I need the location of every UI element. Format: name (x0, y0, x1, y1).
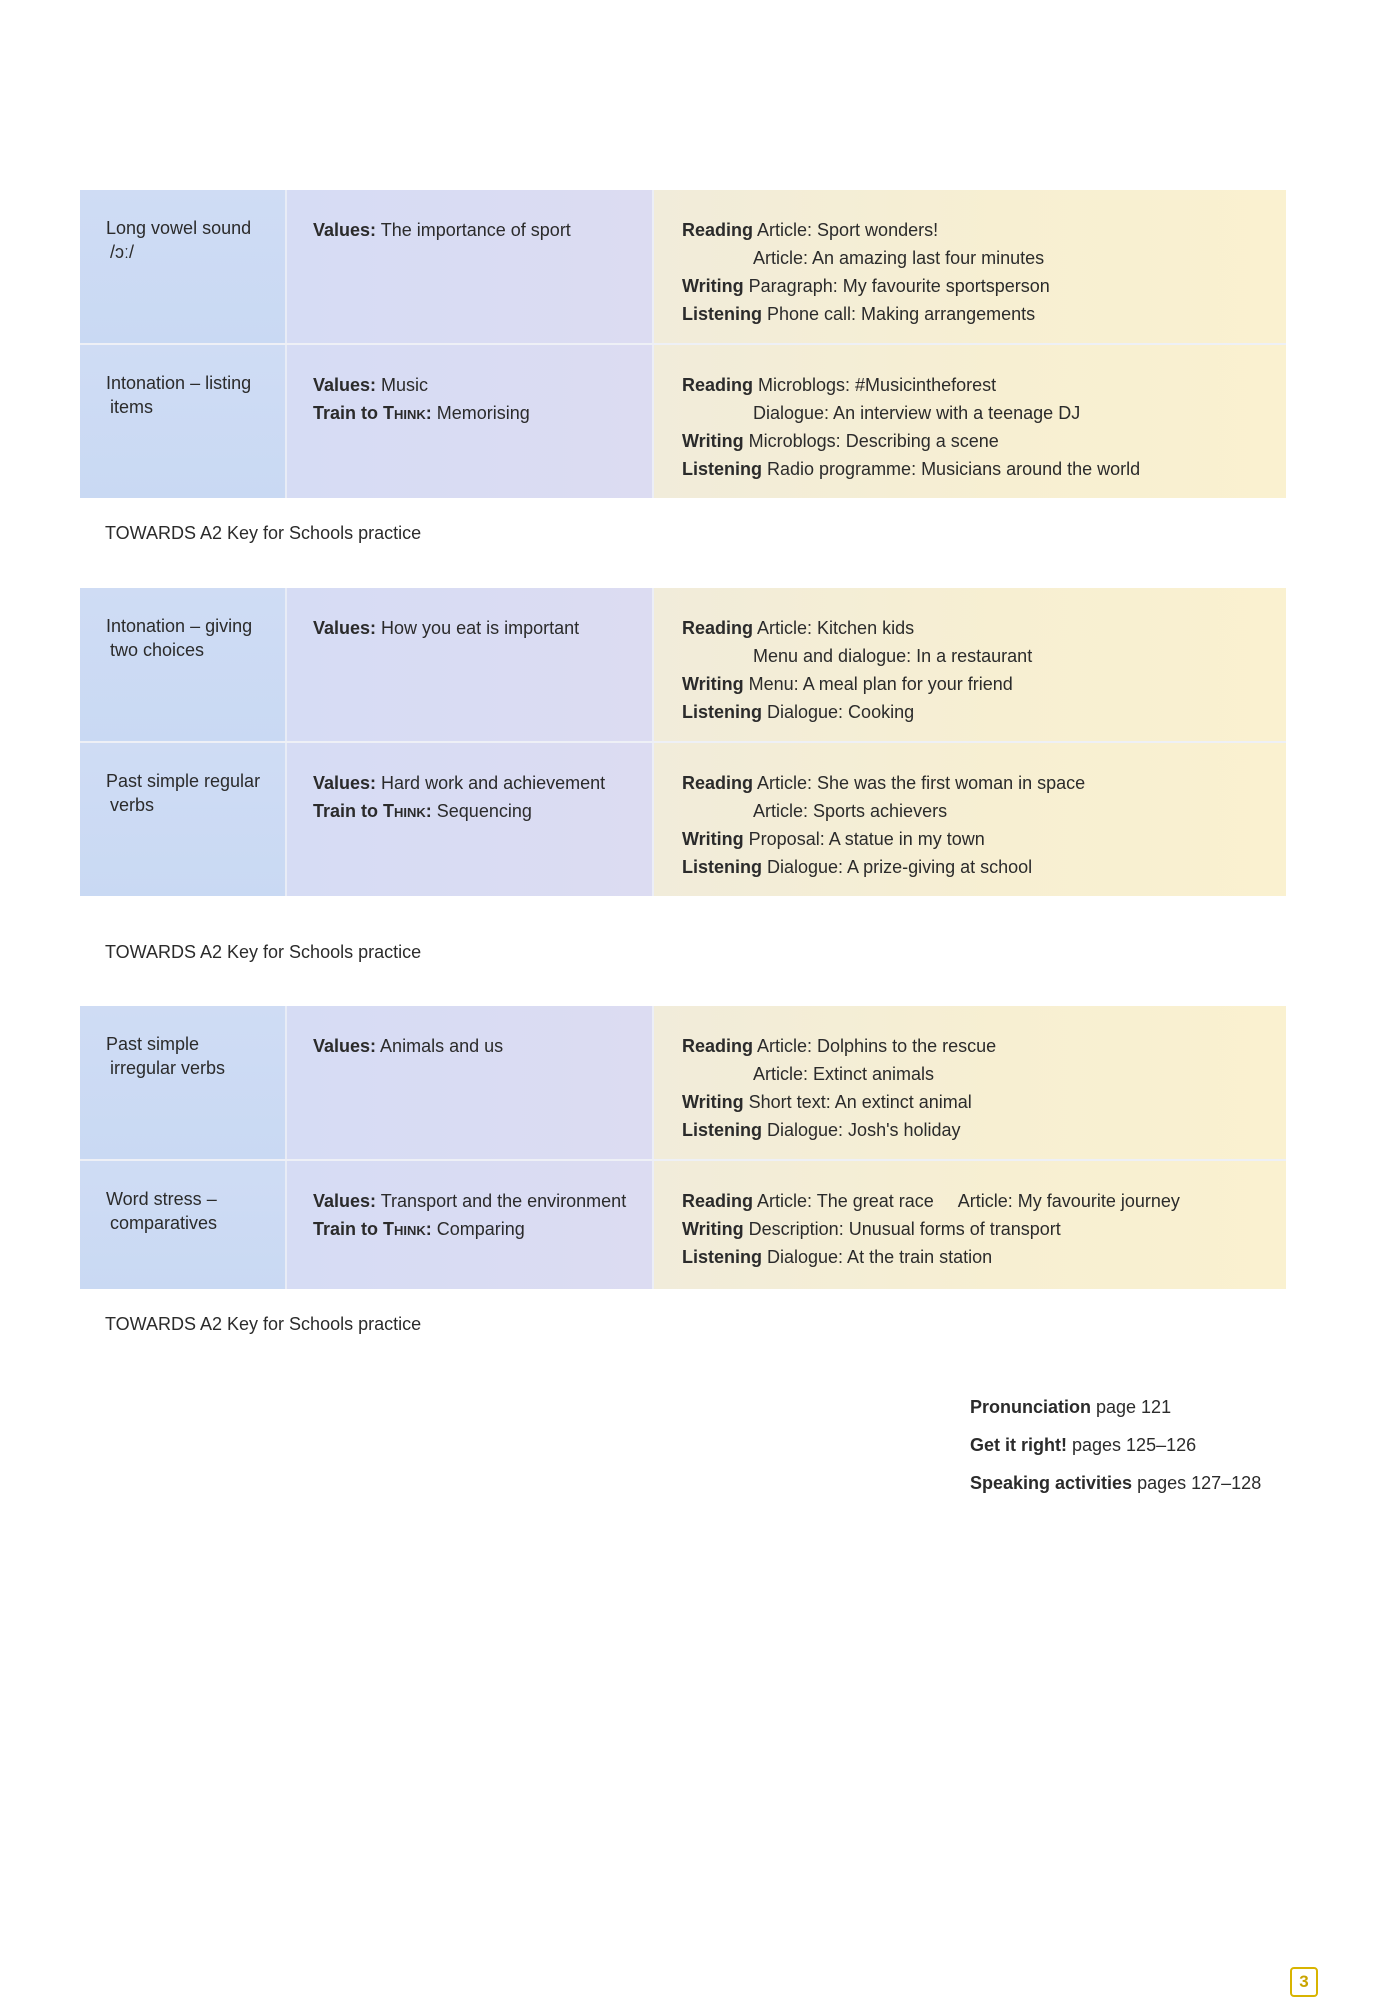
pronunciation-line: Past simple regular (106, 771, 261, 791)
skill-text: Article: Sports achievers (753, 801, 948, 821)
values-label: Values: (313, 1191, 377, 1211)
reference-line (970, 1464, 1261, 1502)
skill-text: Article: An amazing last four minutes (753, 248, 1045, 268)
values-cell (287, 1161, 654, 1289)
values-cell (287, 588, 654, 741)
skill-text: Article: Extinct animals (753, 1064, 935, 1084)
skill-label: Listening (682, 702, 762, 722)
towards-practice: TOWARDS A2 Key for Schools practice (105, 942, 422, 962)
skill-label: Listening (682, 857, 762, 877)
skill-label: Writing (682, 276, 744, 296)
reference-text: pages 125–126 (1067, 1435, 1197, 1455)
think-text: Sequencing (431, 801, 532, 821)
skill-text: Article: Sport wonders! (753, 220, 939, 240)
think-label-sc: Think: (383, 403, 432, 423)
reference-text: page 121 (1091, 1397, 1172, 1417)
unit-block-3 (80, 1006, 1286, 1289)
table-row (80, 190, 1286, 345)
values-text: How you eat is important (376, 618, 580, 638)
pronunciation-cell (80, 588, 287, 741)
pronunciation-cell (80, 1006, 287, 1159)
skill-text: Paragraph: My favourite sportsperson (743, 276, 1050, 296)
skill-text: Article: She was the first woman in space (753, 773, 1086, 793)
skills-cell (654, 1161, 1286, 1289)
values-text: The importance of sport (376, 220, 571, 240)
skills-cell (654, 743, 1286, 896)
values-label: Values: (313, 618, 377, 638)
pronunciation-line: irregular verbs (110, 1058, 226, 1078)
table-row (80, 1006, 1286, 1161)
page-number: 3 (1290, 1967, 1318, 1997)
skill-text: Phone call: Making arrangements (762, 304, 1036, 324)
think-label-sc: Think: (383, 1219, 432, 1239)
values-text: Animals and us (376, 1036, 504, 1056)
pronunciation-cell (80, 743, 287, 896)
values-text: Hard work and achievement (376, 773, 606, 793)
pronunciation-cell (80, 1161, 287, 1289)
think-label-sc: Think: (383, 801, 432, 821)
values-cell (287, 190, 654, 343)
values-cell (287, 1006, 654, 1159)
pronunciation-line: Word stress – (106, 1189, 217, 1209)
skill-label: Reading (682, 1191, 754, 1211)
values-cell (287, 743, 654, 896)
values-label: Values: (313, 1036, 377, 1056)
unit-block-2 (80, 588, 1286, 896)
pronunciation-line: Intonation – listing (106, 373, 252, 393)
towards-practice: TOWARDS A2 Key for Schools practice (105, 523, 422, 543)
skill-label: Writing (682, 1219, 744, 1239)
skill-label: Reading (682, 1036, 754, 1056)
skill-text: Short text: An extinct animal (743, 1092, 972, 1112)
skill-label: Reading (682, 220, 754, 240)
skill-label: Listening (682, 304, 762, 324)
skill-text: Proposal: A statue in my town (743, 829, 985, 849)
skill-label: Writing (682, 829, 744, 849)
think-label: Train to (313, 1219, 384, 1239)
skill-text: Menu: A meal plan for your friend (743, 674, 1013, 694)
pronunciation-cell (80, 345, 287, 498)
pronunciation-line: Long vowel sound (106, 218, 252, 238)
pronunciation-line: Past simple (106, 1034, 200, 1054)
values-cell (287, 345, 654, 498)
reference-label: Get it right! (970, 1435, 1067, 1455)
skill-text: Dialogue: Josh's holiday (762, 1120, 961, 1140)
unit-block-1 (80, 190, 1286, 498)
think-text: Comparing (431, 1219, 525, 1239)
reference-label: Pronunciation (970, 1397, 1091, 1417)
skill-label: Reading (682, 375, 754, 395)
table-row (80, 588, 1286, 743)
page-references (970, 1388, 1261, 1502)
pronunciation-line: verbs (110, 795, 155, 815)
reference-line (970, 1426, 1261, 1464)
skill-text: Radio programme: Musicians around the world (762, 459, 1141, 479)
skill-text: Microblogs: #Musicintheforest (753, 375, 997, 395)
skill-text: Article: Kitchen kids (753, 618, 915, 638)
values-text: Music (376, 375, 429, 395)
skill-label: Listening (682, 1120, 762, 1140)
skills-cell (654, 345, 1286, 498)
pronunciation-line: comparatives (110, 1213, 218, 1233)
table-row (80, 743, 1286, 896)
skill-text: Dialogue: A prize-giving at school (762, 857, 1033, 877)
pronunciation-line: /ɔː/ (110, 242, 135, 262)
skill-text: Description: Unusual forms of transport (743, 1219, 1061, 1239)
skill-text: Dialogue: Cooking (762, 702, 915, 722)
towards-practice: TOWARDS A2 Key for Schools practice (105, 1314, 422, 1334)
skill-label: Listening (682, 459, 762, 479)
think-label: Train to (313, 801, 384, 821)
skill-text: Menu and dialogue: In a restaurant (753, 646, 1033, 666)
skill-text: Article: Dolphins to the rescue (753, 1036, 997, 1056)
values-label: Values: (313, 220, 377, 240)
skill-text: Dialogue: At the train station (762, 1247, 993, 1267)
skill-text: Article: The great race Article: My favourite journey (753, 1191, 1180, 1211)
table-row (80, 345, 1286, 498)
reference-text: pages 127–128 (1132, 1473, 1262, 1493)
skill-label: Reading (682, 773, 754, 793)
pronunciation-line: Intonation – giving (106, 616, 253, 636)
skill-label: Reading (682, 618, 754, 638)
skills-cell (654, 1006, 1286, 1159)
skills-cell (654, 190, 1286, 343)
skill-label: Writing (682, 1092, 744, 1112)
skill-label: Listening (682, 1247, 762, 1267)
reference-line (970, 1388, 1261, 1426)
pronunciation-cell (80, 190, 287, 343)
reference-label: Speaking activities (970, 1473, 1133, 1493)
pronunciation-line: items (110, 397, 154, 417)
values-text: Transport and the environment (376, 1191, 627, 1211)
think-text: Memorising (431, 403, 530, 423)
pronunciation-line: two choices (110, 640, 205, 660)
skill-text: Dialogue: An interview with a teenage DJ (753, 403, 1081, 423)
skill-text: Microblogs: Describing a scene (743, 431, 999, 451)
values-label: Values: (313, 375, 377, 395)
skill-label: Writing (682, 674, 744, 694)
values-label: Values: (313, 773, 377, 793)
skills-cell (654, 588, 1286, 741)
think-label: Train to (313, 403, 384, 423)
skill-label: Writing (682, 431, 744, 451)
table-row (80, 1161, 1286, 1289)
